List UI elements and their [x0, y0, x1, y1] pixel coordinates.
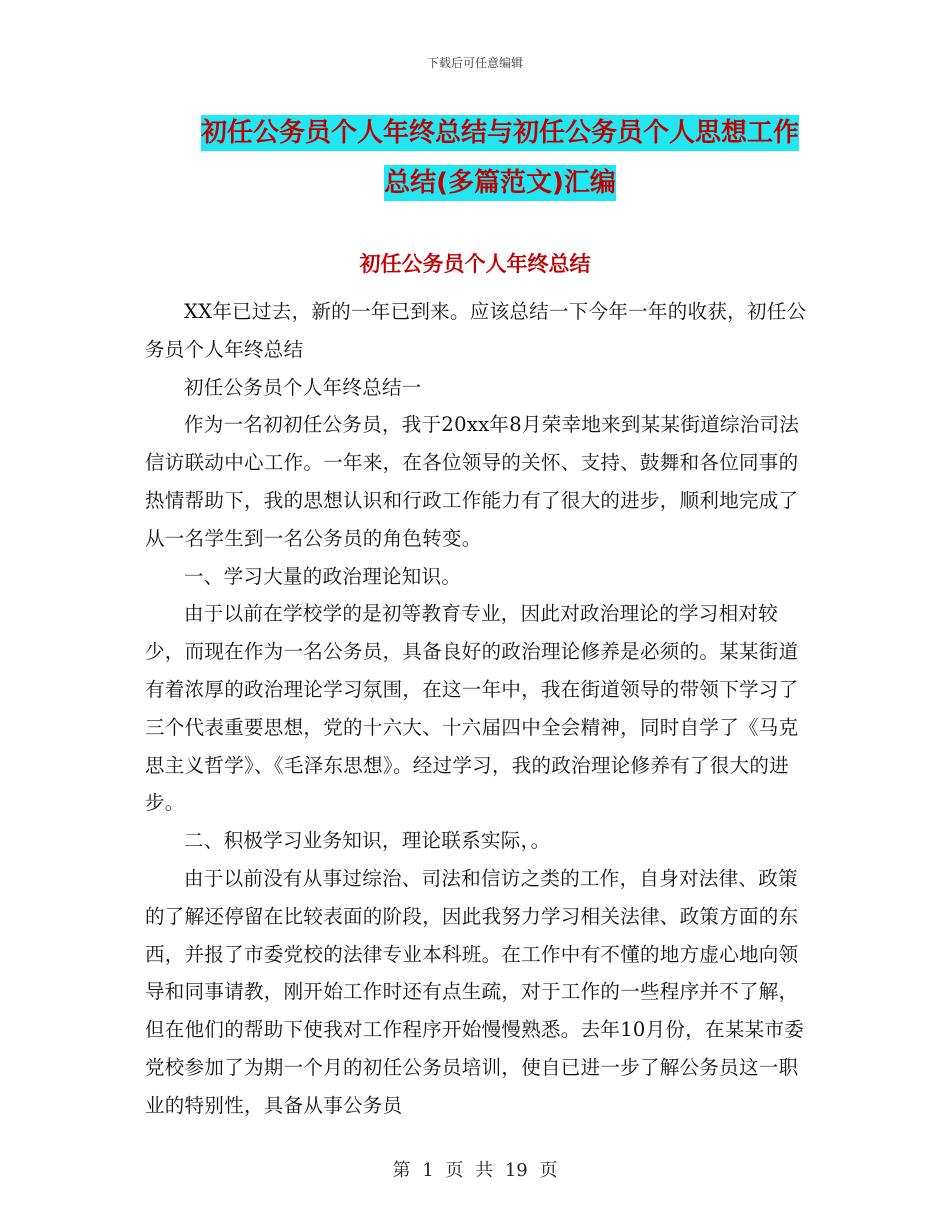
- paragraph-heading-2: 二、积极学习业务知识，理论联系实际，。: [184, 829, 551, 853]
- paragraph-1: 作为一名初初任公务员，我于20xx年8月荣幸地来到某某街道综治司法信访联动中心工作。一年来，在各位领导的关怀、支持、鼓舞和各位同事的热情帮助下，我的思想认识和行政工作能力有了很大的进步，顺利地完成了从一名学生到一名公务员的角色转变。: [145, 413, 800, 550]
- header-note: 下载后可任意编辑: [426, 56, 523, 70]
- title-line-1: 初任公务员个人年终总结与初任公务员个人思想工作: [201, 115, 799, 151]
- section-heading: 初任公务员个人年终总结: [359, 252, 591, 276]
- paragraph-intro: XX年已过去，新的一年已到来。应该总结一下今年一年的收获，初任公务员个人年终总结: [145, 300, 807, 361]
- paragraph-heading-1: 一、学习大量的政治理论知识。: [184, 564, 462, 588]
- paragraph-subtitle: 初任公务员个人年终总结一: [184, 375, 422, 399]
- document-title: [190, 108, 810, 208]
- paragraph-2: 由于以前在学校学的是初等教育专业，因此对政治理论的学习相对较少，而现在作为一名公务员，具备良好的政治理论修养是必须的。某某街道有着浓厚的政治理论学习氛围，在这一年中，我在街道领导的带领下学习了三个代表重要思想，党的十六大、十六届四中全会精神，同时自学了《马克思主义哲学》、《毛泽东思想》。经过学习，我的政治理论修养有了很大的进步。: [145, 602, 799, 815]
- document-body: [145, 293, 810, 1125]
- title-line-2: 总结(多篇范文)汇编: [384, 165, 616, 201]
- page-footer: 第 1 页 共 19 页: [392, 1160, 558, 1181]
- paragraph-3: 由于以前没有从事过综治、司法和信访之类的工作，自身对法律、政策的了解还停留在比较表面的阶段，因此我努力学习相关法律、政策方面的东西，并报了市委党校的法律专业本科班。在工作中有不懂的地方虚心地向领导和同事请教，刚开始工作时还有点生疏，对于工作的一些程序并不了解，但在他们的帮助下使我对工作程序开始慢慢熟悉。去年10月份，在某某市委党校参加了为期一个月的初任公务员培训，使自已进一步了解公务员这一职业的特别性，具备从事公务员: [145, 866, 805, 1117]
